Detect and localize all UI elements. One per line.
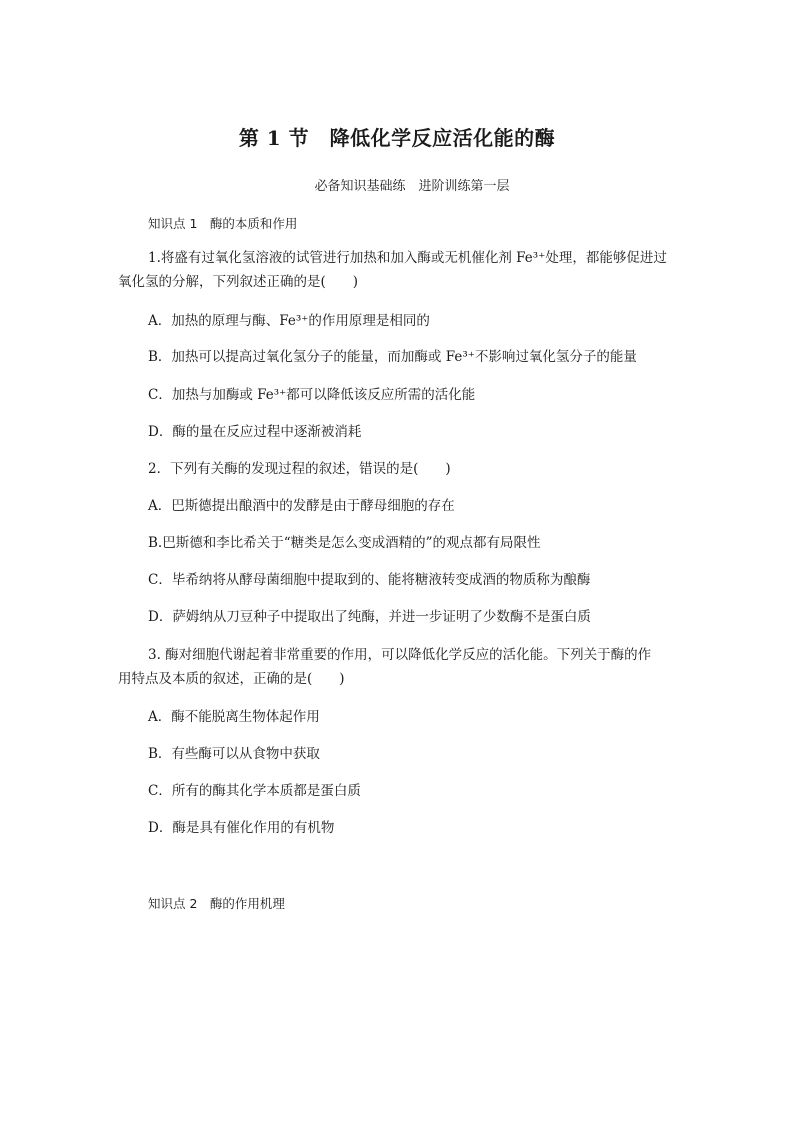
question-1-option-d: D．酶的量在反应过程中逐渐被消耗 [148, 424, 362, 440]
section-heading-2: 知识点 2 酶的作用机理 [148, 896, 285, 911]
question-2-option-c: C．毕希纳将从酵母菌细胞中提取到的、能将糖液转变成酒的物质称为酿酶 [148, 572, 591, 588]
question-1-option-c: C．加热与加酶或 Fe³⁺都可以降低该反应所需的活化能 [148, 387, 476, 403]
question-3-option-d: D．酶是具有催化作用的有机物 [148, 820, 335, 836]
section-heading-1: 知识点 1 酶的本质和作用 [148, 216, 298, 231]
question-3-stem-line-2: 用特点及本质的叙述，正确的是( ) [118, 671, 345, 687]
question-3-option-c: C．所有的酶其化学本质都是蛋白质 [148, 783, 361, 799]
question-1-option-a: A．加热的原理与酶、Fe³⁺的作用原理是相同的 [148, 313, 430, 329]
page-subtitle: 必备知识基础练 进阶训练第一层 [314, 179, 510, 194]
question-1-stem-line-1: 1.将盛有过氧化氢溶液的试管进行加热和加入酶或无机催化剂 Fe³⁺处理，都能够促进过 [148, 250, 667, 266]
page-title: 第 1 节 降低化学反应活化能的酶 [238, 126, 556, 150]
question-2-option-d: D．萨姆纳从刀豆种子中提取出了纯酶，并进一步证明了少数酶不是蛋白质 [148, 609, 591, 625]
question-3-option-a: A．酶不能脱离生物体起作用 [148, 709, 320, 725]
question-3-stem-line-1: 3. 酶对细胞代谢起着非常重要的作用，可以降低化学反应的活化能。下列关于酶的作 [148, 647, 652, 663]
question-1-option-b: B．加热可以提高过氧化氢分子的能量，而加酶或 Fe³⁺不影响过氧化氢分子的能量 [148, 349, 637, 365]
question-2-option-b: B.巴斯德和李比希关于“糖类是怎么变成酒精的”的观点都有局限性 [148, 535, 541, 551]
question-3-option-b: B．有些酶可以从食物中获取 [148, 746, 320, 762]
question-1-stem-line-2: 氧化氢的分解，下列叙述正确的是( ) [118, 274, 359, 290]
question-2-option-a: A．巴斯德提出酿酒中的发酵是由于酵母细胞的存在 [148, 498, 455, 514]
question-2-stem: 2．下列有关酶的发现过程的叙述，错误的是( ) [148, 461, 451, 477]
